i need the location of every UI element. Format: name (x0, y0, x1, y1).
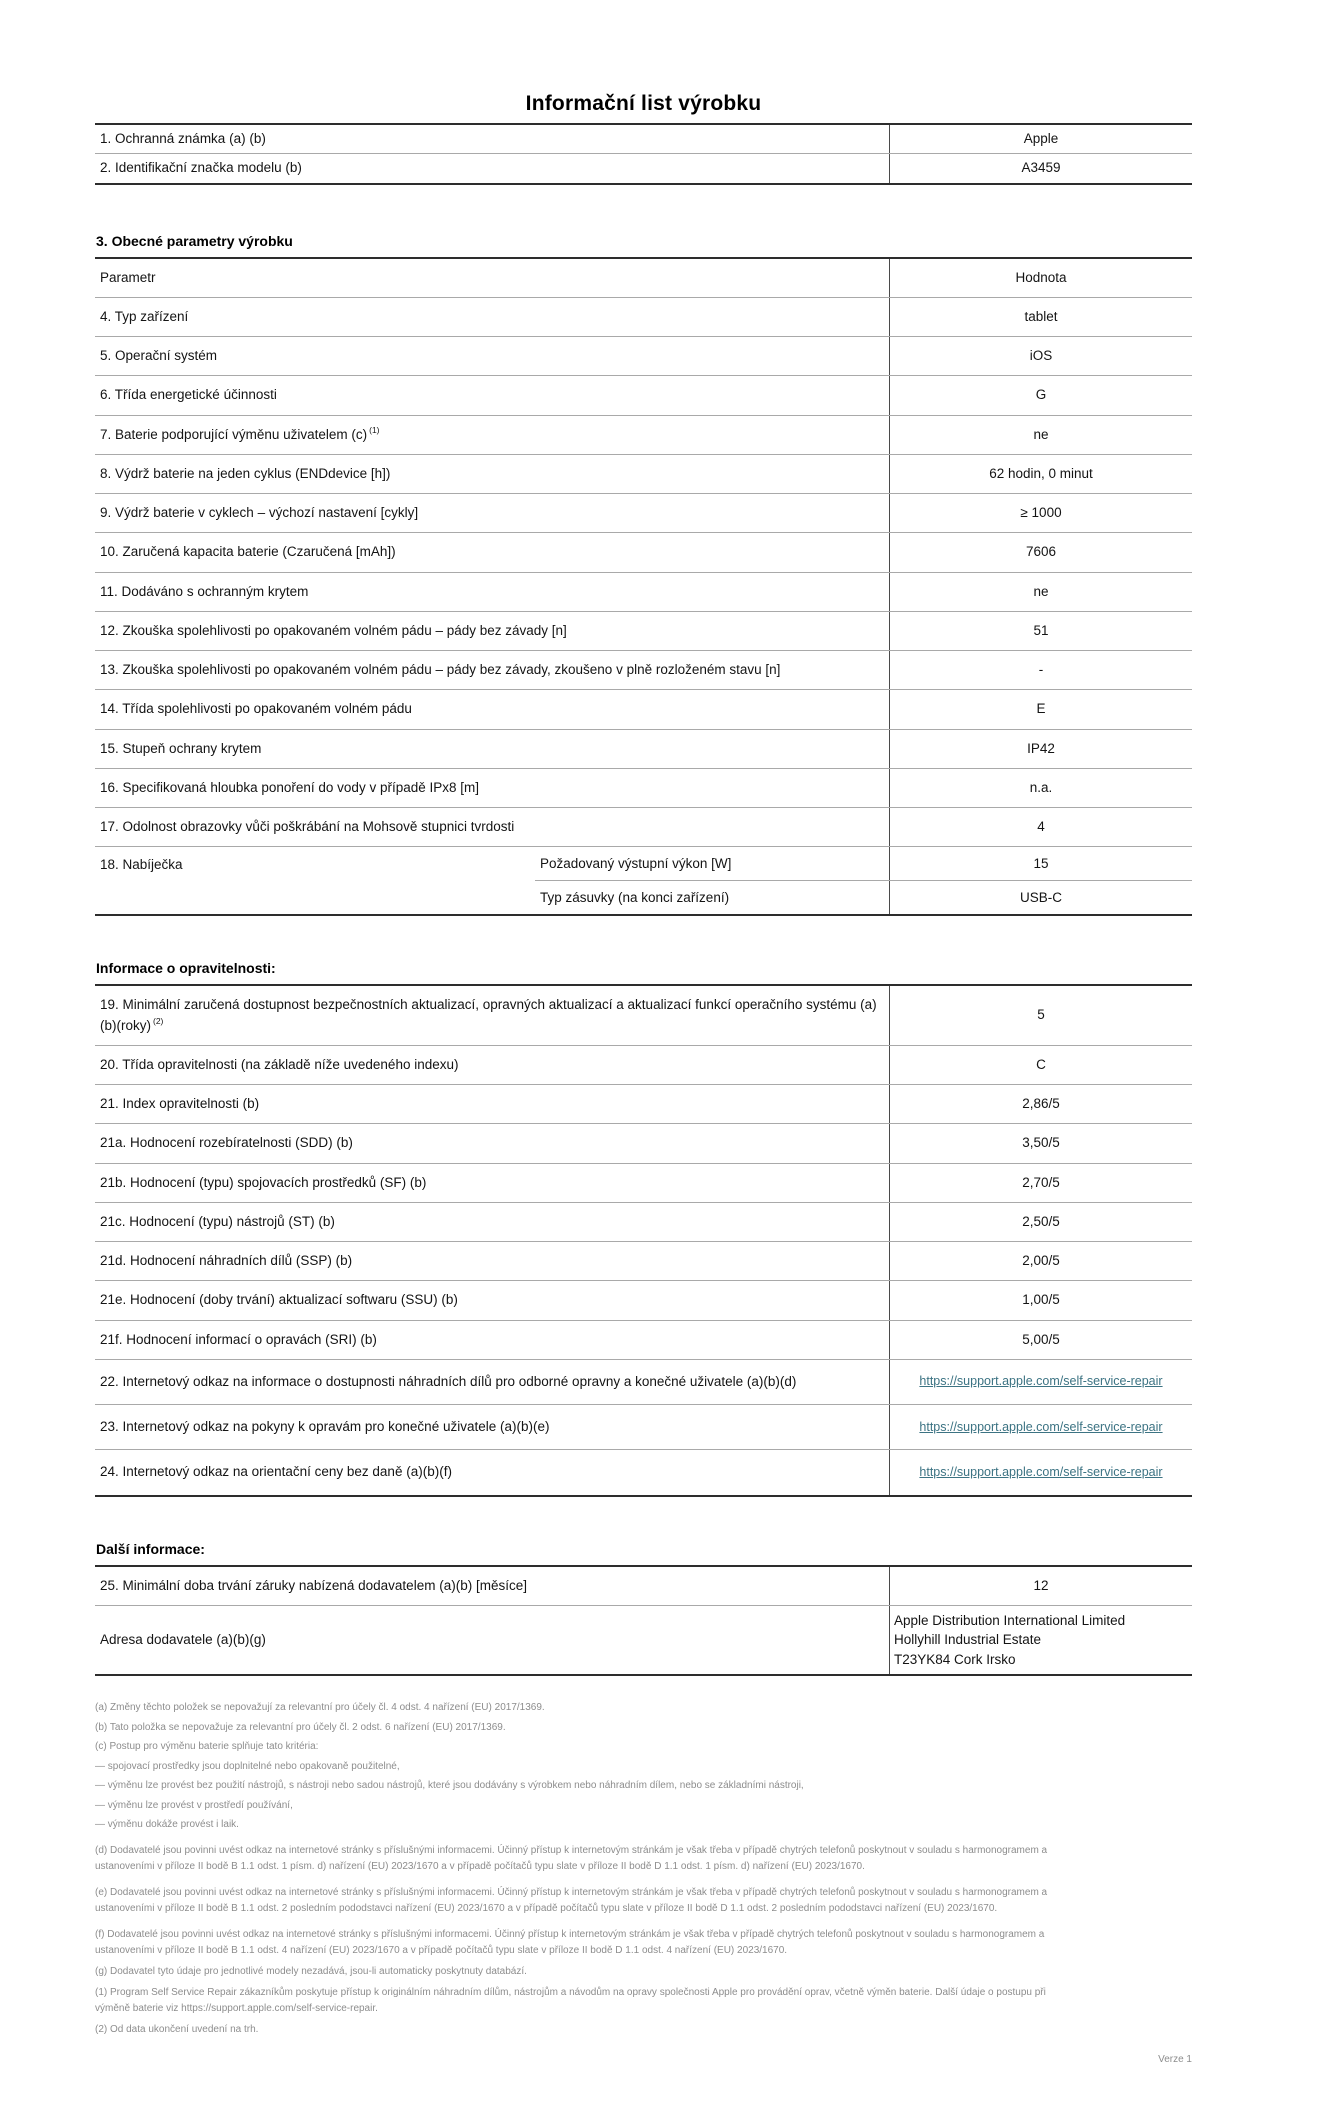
parameter-value: 2,00/5 (889, 1242, 1192, 1280)
parameter-value: 4 (889, 808, 1192, 846)
table-row (95, 650, 1192, 689)
charger-sub-label: Typ zásuvky (na konci zařízení) (540, 890, 730, 906)
table-row (95, 572, 1192, 611)
parameter-value: C (889, 1046, 1192, 1084)
parameter-label: 19. Minimální zaručená dostupnost bezpečnostních aktualizací, opravných aktualizací a aktualizací funkcí operačního systému (a)(b)(roky) $^{(2)}$ (100, 997, 877, 1033)
footnote: (g) Dodavatel tyto údaje pro jednotlivé modely nezadává, jsou-li automaticky poskytnuty databází. (95, 1966, 527, 1978)
table-row (95, 1123, 1192, 1162)
table-row (95, 1449, 1192, 1494)
additional-info-table (95, 1565, 1192, 1677)
self-service-repair-link[interactable]: https://support.apple.com/self-service-repair (919, 1464, 1163, 1479)
table-row (95, 1241, 1192, 1280)
parameter-value: n.a. (889, 769, 1192, 807)
parameter-label: 23. Internetový odkaz na pokyny k opravám pro konečné uživatele (a)(b)(e) (100, 1419, 550, 1434)
parameter-value: Apple (889, 125, 1192, 153)
charger-sub-label: Požadovaný výstupní výkon [W] (540, 856, 732, 872)
identification-table (95, 123, 1192, 185)
parameter-label: 14. Třída spolehlivosti po opakovaném volném pádu (100, 701, 412, 717)
supplier-address (889, 1606, 1192, 1675)
parameter-label: 21c. Hodnocení (typu) nástrojů (ST) (b) (100, 1213, 335, 1229)
footnote: (b) Tato položka se nepovažuje za relevantní pro účely čl. 2 odst. 6 nařízení (EU) 2017/1369. (95, 1721, 506, 1733)
parameter-value: E (889, 690, 1192, 728)
table-row (95, 1320, 1192, 1359)
parameter-label: 1. Ochranná známka (a) (b) (100, 131, 266, 146)
table-row (95, 1045, 1192, 1084)
footnote: (c) Postup pro výměnu baterie splňuje tato kritéria: (95, 1741, 319, 1753)
parameter-label: 18. Nabíječka (100, 857, 183, 873)
address-line: Hollyhill Industrial Estate (894, 1632, 1042, 1648)
charger-row (95, 846, 1192, 914)
parameter-label: Adresa dodavatele (a)(b)(g) (100, 1631, 266, 1647)
section-heading-repairability: Informace o opravitelnosti: (96, 960, 276, 977)
table-row (95, 125, 1192, 153)
parameter-label: 10. Zaručená kapacita baterie (Czaručená [mAh]) (100, 544, 396, 560)
footnote: — výměnu lze provést v prostředí používání, (95, 1799, 293, 1811)
footnote: (1) Program Self Service Repair zákazníkům poskytuje přístup k originálním náhradním dílům, nástrojům a návodům na opravy společnosti Apple pro provádění oprav, včetně výměn baterie. Další údaje o postupu při výměně baterie viz https://support.apple.com/self-service-repair. (95, 1987, 1046, 2015)
parameter-label: 21b. Hodnocení (typu) spojovacích prostředků (SF) (b) (100, 1174, 427, 1190)
parameter-value: 62 hodin, 0 minut (889, 455, 1192, 493)
parameter-label: 24. Internetový odkaz na orientační ceny bez daně (a)(b)(f) (100, 1464, 452, 1480)
charger-sub-value: USB-C (889, 881, 1192, 914)
parameter-value: 2,50/5 (889, 1203, 1192, 1241)
parameter-label: 8. Výdrž baterie na jeden cyklus (ENDdevice [h]) (100, 465, 391, 481)
table-row (95, 153, 1192, 182)
parameter-value: 12 (889, 1567, 1192, 1605)
table-row (95, 532, 1192, 571)
parameter-label: 17. Odolnost obrazovky vůči poškrábání na Mohsově stupnici tvrdosti (100, 819, 515, 834)
repairability-table (95, 984, 1192, 1496)
parameter-value: 2,70/5 (889, 1164, 1192, 1202)
parameter-label: 21e. Hodnocení (doby trvání) aktualizací softwaru (SSU) (b) (100, 1292, 458, 1308)
parameter-label: 15. Stupeň ochrany krytem (100, 740, 262, 756)
parameter-value: A3459 (889, 154, 1192, 182)
section-heading-additional: Další informace: (96, 1540, 205, 1557)
parameter-label: 4. Typ zařízení (100, 308, 189, 324)
table-row (95, 336, 1192, 375)
address-line: Apple Distribution International Limited (894, 1612, 1126, 1628)
general-parameters-table (95, 257, 1192, 917)
footnote: (a) Změny těchto položek se nepovažují za relevantní pro účely čl. 4 odst. 4 nařízení (EU) 2017/1369. (95, 1702, 545, 1714)
table-row (95, 768, 1192, 807)
table-row (95, 729, 1192, 768)
charger-subrow (535, 880, 1192, 914)
parameter-value: tablet (889, 298, 1192, 336)
parameter-label: 21d. Hodnocení náhradních dílů (SSP) (b) (100, 1253, 353, 1268)
product-information-sheet (95, 0, 1192, 2105)
footnote-ref: (1) (369, 425, 380, 435)
parameter-label: 7. Baterie podporující výměnu uživatelem (c) $^{(1)}$ (100, 425, 380, 442)
table-row (95, 454, 1192, 493)
footnote: — výměnu dokáže provést i laik. (95, 1819, 239, 1831)
footnote: (d) Dodavatelé jsou povinni uvést odkaz na internetové stránky s příslušnými informacemi. Účinný přístup k internetovým stránkám je však třeba v případě chytrých telefonů poskytnout v souladu s harmonogramem a ustanoveními v příloze II bodě B 1.1 odst. 1 písm. d) nařízení (EU) 2023/1670 a v případě počítačů typu slate v příloze II bodě D 1.1 odst. 1 písm. d) nařízení (EU) 2023/1670. (95, 1845, 1048, 1873)
footnote: — výměnu lze provést bez použití nástrojů, s nástroji nebo sadou nástrojů, které jsou dodávány s výrobkem nebo náhradním dílem, nebo se základními nástroji, (95, 1780, 804, 1792)
parameter-label: 11. Dodáváno s ochranným krytem (100, 583, 309, 599)
parameter-value: 7606 (889, 533, 1192, 571)
table-row (95, 807, 1192, 846)
section-heading-general: 3. Obecné parametry výrobku (96, 232, 293, 249)
table-row (95, 1280, 1192, 1319)
table-header-row (95, 259, 1192, 297)
table-row (95, 986, 1192, 1045)
parameter-label: 22. Internetový odkaz na informace o dostupnosti náhradních dílů pro odborné opravny a konečné uživatele (a)(b)(d) (100, 1373, 797, 1389)
parameter-value: ≥ 1000 (889, 494, 1192, 532)
table-row (95, 611, 1192, 650)
footnote: (f) Dodavatelé jsou povinni uvést odkaz na internetové stránky s příslušnými informacemi. Účinný přístup k internetovým stránkám je však třeba v případě chytrých telefonů poskytnout v souladu s harmonogramem a ustanoveními v příloze II bodě B 1.1 odst. 4 nařízení (EU) 2023/1670 a v případě počítačů typu slate v příloze II bodě D 1.1 odst. 4 nařízení (EU) 2023/1670. (95, 1929, 1045, 1957)
parameter-label: 6. Třída energetické účinnosti (100, 387, 277, 403)
table-row (95, 1084, 1192, 1123)
column-header-parameter: Parametr (100, 269, 156, 285)
charger-sub-value: 15 (889, 847, 1192, 880)
footnote: (2) Od data ukončení uvedení na trh. (95, 2024, 259, 2036)
footnote: — spojovací prostředky jsou doplnitelné nebo opakovaně použitelné, (95, 1760, 400, 1772)
parameter-label: 16. Specifikovaná hloubka ponoření do vody v případě IPx8 [m] (100, 779, 479, 795)
parameter-value: 51 (889, 612, 1192, 650)
parameter-label: 13. Zkouška spolehlivosti po opakovaném volném pádu – pády bez závady, zkoušeno v plně rozloženém stavu [n] (100, 662, 781, 677)
parameter-value: - (889, 651, 1192, 689)
table-row (95, 689, 1192, 728)
self-service-repair-link[interactable]: https://support.apple.com/self-service-repair (919, 1374, 1163, 1389)
footnotes (95, 1700, 1053, 2038)
table-row (95, 493, 1192, 532)
parameter-label: 20. Třída opravitelnosti (na základě níže uvedeného indexu) (100, 1056, 459, 1072)
parameter-label: 5. Operační systém (100, 348, 218, 363)
table-row (95, 415, 1192, 454)
parameter-value: 5,00/5 (889, 1321, 1192, 1359)
parameter-value: G (889, 376, 1192, 414)
table-row (95, 297, 1192, 336)
version-label: Verze 1 (1158, 2054, 1192, 2066)
footnote-ref: (2) (153, 1016, 164, 1026)
table-row (95, 375, 1192, 414)
parameter-value: 3,50/5 (889, 1124, 1192, 1162)
parameter-value: iOS (889, 337, 1192, 375)
parameter-label: 21a. Hodnocení rozebíratelnosti (SDD) (b) (100, 1135, 353, 1151)
address-line: T23YK84 Cork Irsko (894, 1651, 1016, 1667)
table-row (95, 1359, 1192, 1404)
page-title: Informační list výrobku (525, 92, 762, 115)
parameter-value: 2,86/5 (889, 1085, 1192, 1123)
parameter-label: 9. Výdrž baterie v cyklech – výchozí nastavení [cykly] (100, 505, 419, 520)
table-row (95, 1163, 1192, 1202)
parameter-label: 25. Minimální doba trvání záruky nabízená dodavatelem (a)(b) [měsíce] (100, 1577, 527, 1593)
parameter-label: 12. Zkouška spolehlivosti po opakovaném volném pádu – pády bez závady [n] (100, 622, 567, 638)
self-service-repair-link[interactable]: https://support.apple.com/self-service-repair (919, 1419, 1163, 1434)
charger-subrow (535, 847, 1192, 880)
table-row (95, 1202, 1192, 1241)
parameter-label: 21f. Hodnocení informací o opravách (SRI) (b) (100, 1331, 377, 1347)
parameter-value: IP42 (889, 730, 1192, 768)
column-header-value: Hodnota (889, 259, 1192, 297)
table-row (95, 1567, 1192, 1605)
table-row (95, 1605, 1192, 1675)
parameter-label: 21. Index opravitelnosti (b) (100, 1096, 260, 1111)
footnote: (e) Dodavatelé jsou povinni uvést odkaz na internetové stránky s příslušnými informacemi. Účinný přístup k internetovým stránkám je však třeba v případě chytrých telefonů poskytnout v souladu s harmonogramem a ustanoveními v příloze II bodě B 1.1 odst. 2 posledním pododstavci nařízení (EU) 2023/1670 a v případě počítačů typu slate v příloze II bodě D 1.1 odst. 2 posledním pododstavci nařízení (EU) 2023/1670. (95, 1887, 1048, 1915)
parameter-value: 5 (889, 986, 1192, 1045)
parameter-value: ne (889, 573, 1192, 611)
parameter-value: 1,00/5 (889, 1281, 1192, 1319)
parameter-value: ne (889, 416, 1192, 454)
table-row (95, 1404, 1192, 1449)
parameter-label: 2. Identifikační značka modelu (b) (100, 160, 302, 176)
